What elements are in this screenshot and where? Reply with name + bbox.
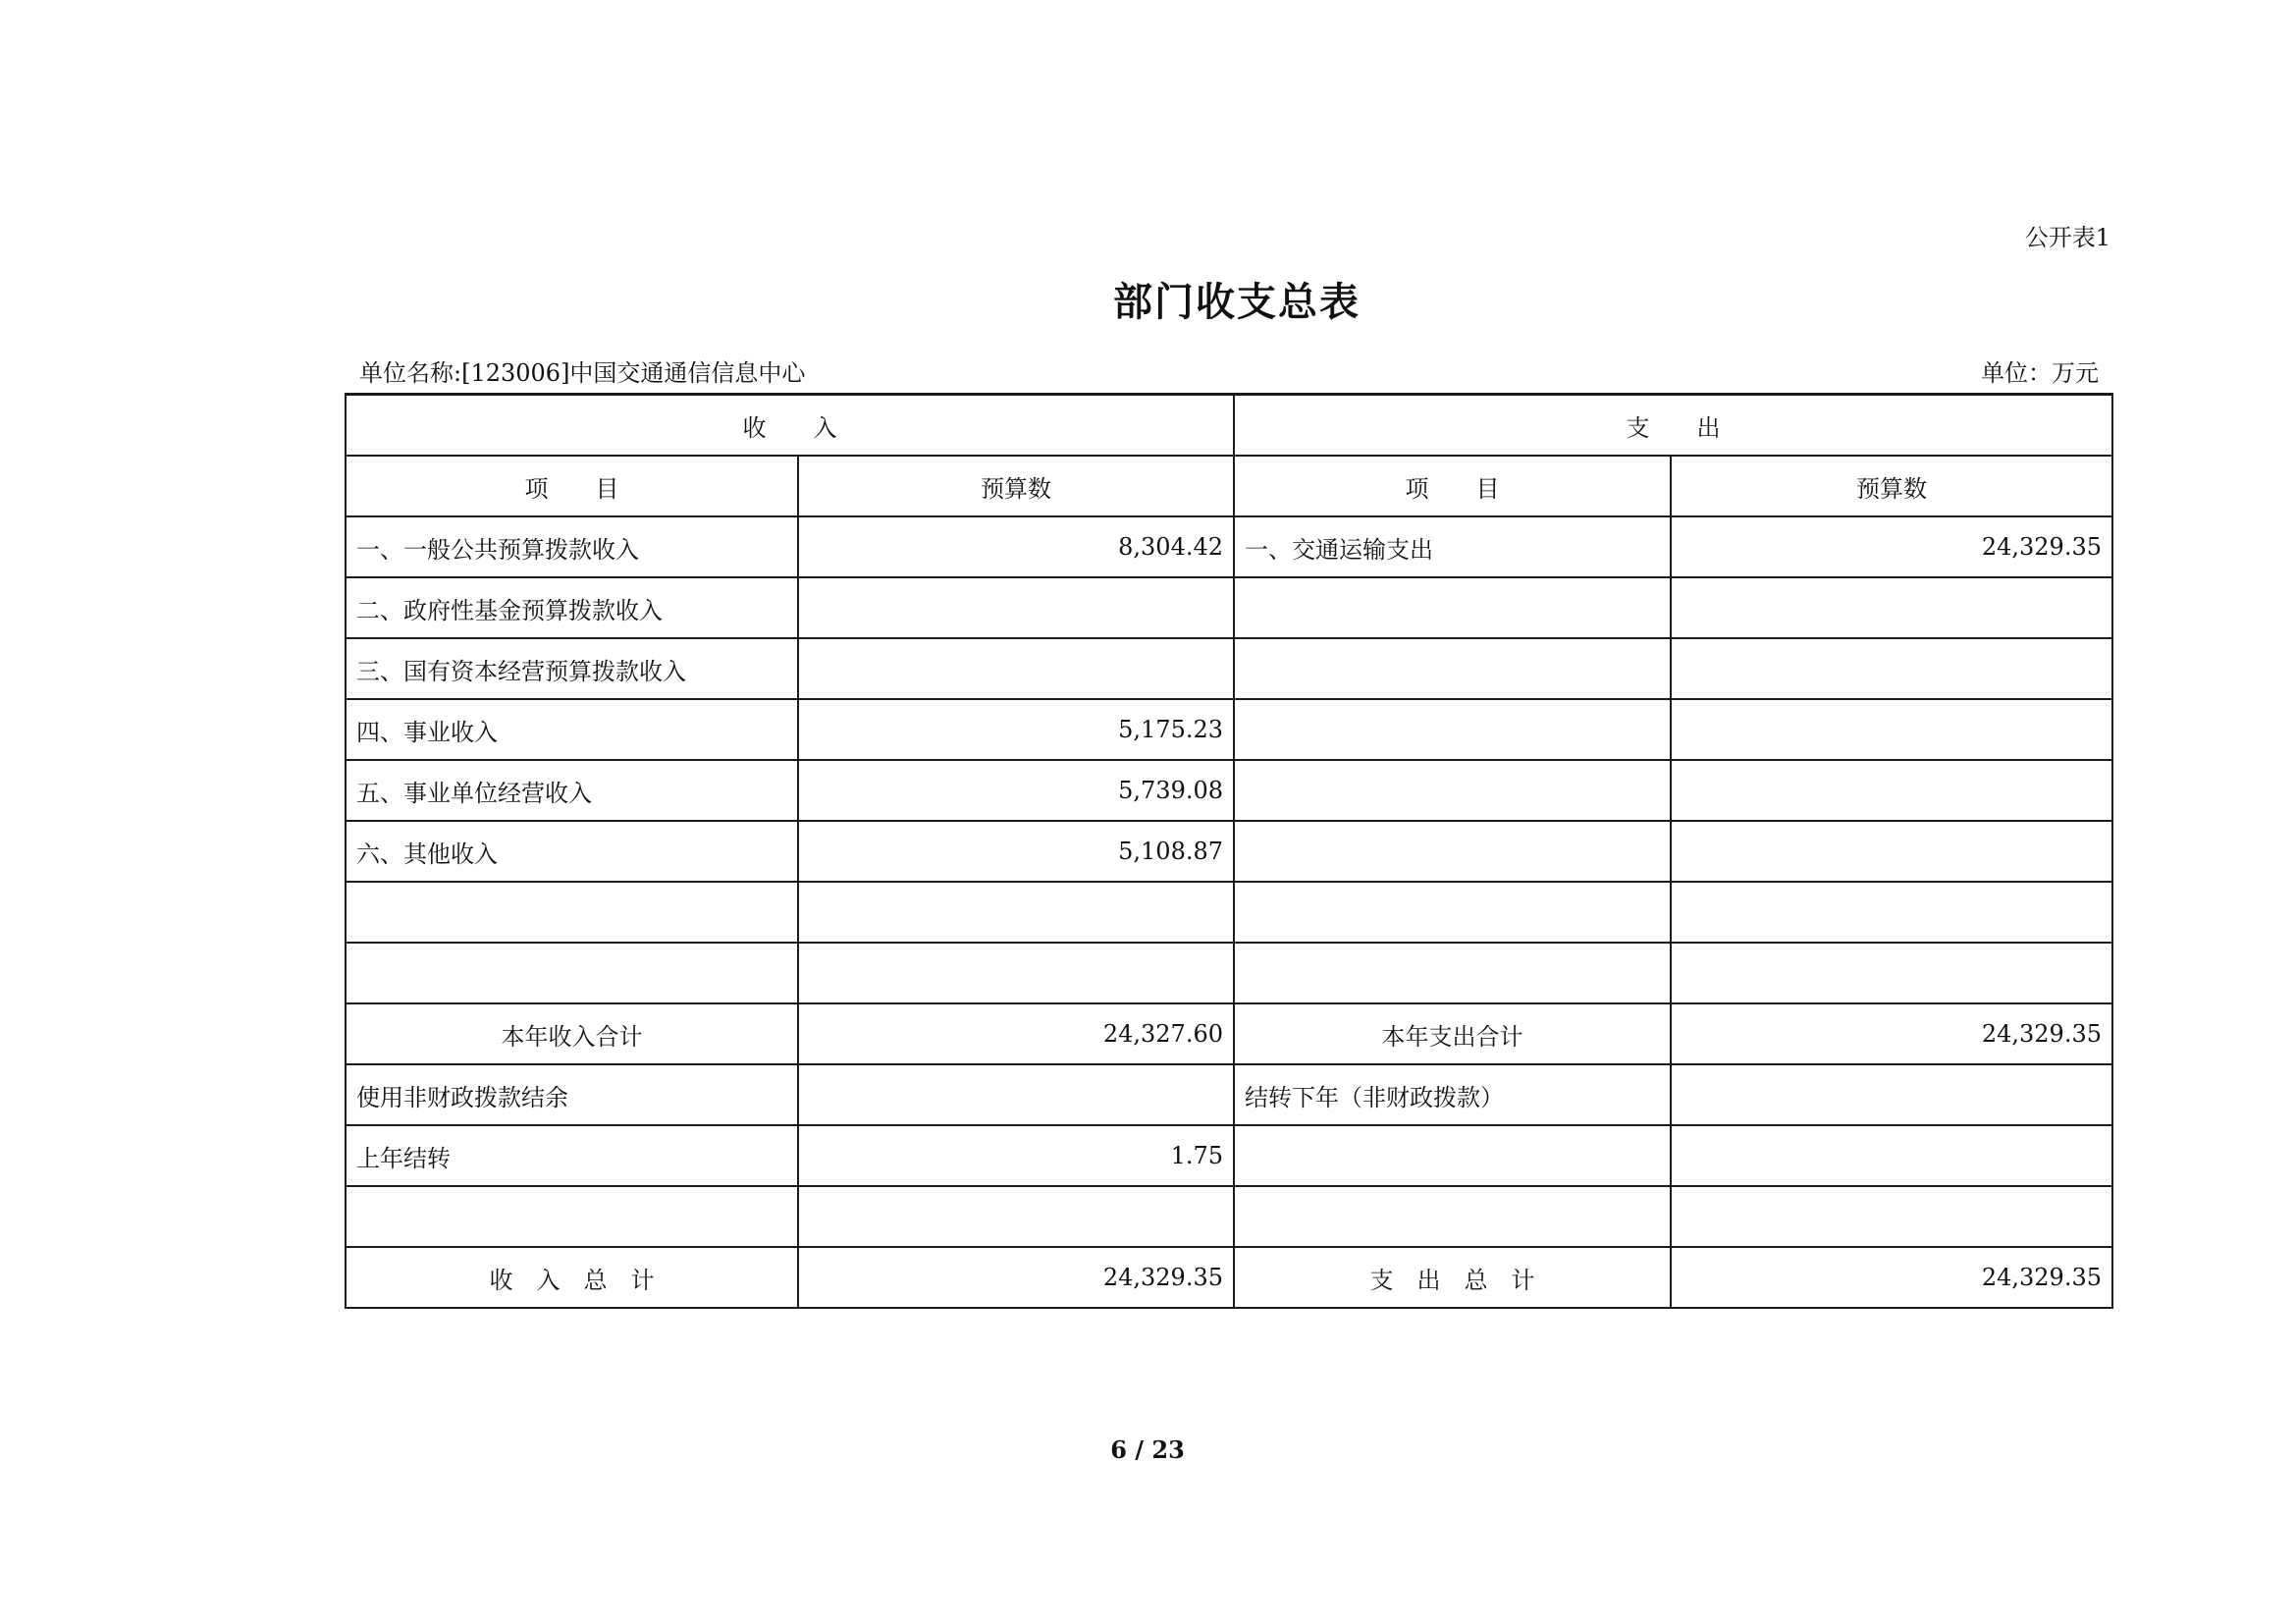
expense-value-cell xyxy=(1671,821,2112,882)
income-item-cell xyxy=(346,1186,798,1247)
expense-item-cell xyxy=(1234,699,1671,760)
expense-value-cell xyxy=(1671,1125,2112,1186)
income-item-cell xyxy=(346,943,798,1003)
expense-value-cell xyxy=(1671,882,2112,943)
income-value-cell: 8,304.42 xyxy=(798,516,1234,577)
income-value-cell xyxy=(798,577,1234,638)
expense-item-cell xyxy=(1234,882,1671,943)
income-value-cell: 5,108.87 xyxy=(798,821,1234,882)
expense-value-cell xyxy=(1671,699,2112,760)
income-value-cell: 5,739.08 xyxy=(798,760,1234,821)
expense-value-cell xyxy=(1671,1064,2112,1125)
table-row xyxy=(346,1125,2112,1186)
expense-item-cell: 一、交通运输支出 xyxy=(1234,516,1671,577)
form-code-label: 公开表1 xyxy=(2024,224,2110,251)
table-row xyxy=(346,882,2112,943)
expense-item-cell xyxy=(1234,943,1671,1003)
income-item-cell: 五、事业单位经营收入 xyxy=(346,760,798,821)
year-expense-total-value: 24,329.35 xyxy=(1671,1003,2112,1064)
table-row xyxy=(346,516,2112,577)
expense-value-cell xyxy=(1671,943,2112,1003)
income-section-header: 收 入 xyxy=(346,395,1234,457)
grand-income-total-label: 收 入 总 计 xyxy=(346,1247,798,1308)
income-item-cell xyxy=(346,882,798,943)
year-income-total-label: 本年收入合计 xyxy=(346,1003,798,1064)
table-row xyxy=(346,1064,2112,1125)
grand-total-row xyxy=(346,1247,2112,1308)
grand-expense-total-label: 支 出 总 计 xyxy=(1234,1247,1671,1308)
income-item-cell: 四、事业收入 xyxy=(346,699,798,760)
grand-income-total-value: 24,329.35 xyxy=(798,1247,1234,1308)
year-expense-total-label: 本年支出合计 xyxy=(1234,1003,1671,1064)
expense-value-cell xyxy=(1671,638,2112,699)
grand-expense-total-value: 24,329.35 xyxy=(1671,1247,2112,1308)
income-item-cell: 上年结转 xyxy=(346,1125,798,1186)
income-item-cell: 二、政府性基金预算拨款收入 xyxy=(346,577,798,638)
income-value-cell: 5,175.23 xyxy=(798,699,1234,760)
expense-value-cell: 24,329.35 xyxy=(1671,516,2112,577)
page-number: 6 / 23 xyxy=(1110,1435,1185,1464)
expense-value-cell xyxy=(1671,760,2112,821)
table-column-header-row xyxy=(346,456,2112,516)
income-item-cell: 使用非财政拨款结余 xyxy=(346,1064,798,1125)
page-title: 部门收支总表 xyxy=(1113,279,1361,325)
expense-value-cell xyxy=(1671,1186,2112,1247)
expense-budget-column-header: 预算数 xyxy=(1671,456,2112,516)
income-item-cell: 一、一般公共预算拨款收入 xyxy=(346,516,798,577)
income-item-column-header: 项 目 xyxy=(346,456,798,516)
income-value-cell xyxy=(798,882,1234,943)
expense-item-cell xyxy=(1234,821,1671,882)
expense-item-cell xyxy=(1234,638,1671,699)
expense-item-cell: 结转下年（非财政拨款） xyxy=(1234,1064,1671,1125)
unit-name-label: 单位名称:[123006]中国交通通信信息中心 xyxy=(359,359,806,387)
year-income-total-value: 24,327.60 xyxy=(798,1003,1234,1064)
income-item-cell: 六、其他收入 xyxy=(346,821,798,882)
table-row xyxy=(346,638,2112,699)
budget-summary-table xyxy=(345,393,2113,1309)
year-total-row xyxy=(346,1003,2112,1064)
table-row xyxy=(346,577,2112,638)
table-row xyxy=(346,699,2112,760)
table-row xyxy=(346,821,2112,882)
table-row xyxy=(346,1186,2112,1247)
table-section-header-row xyxy=(346,395,2112,457)
expense-value-cell xyxy=(1671,577,2112,638)
income-budget-column-header: 预算数 xyxy=(798,456,1234,516)
expense-item-cell xyxy=(1234,760,1671,821)
income-value-cell xyxy=(798,1186,1234,1247)
expense-item-cell xyxy=(1234,1125,1671,1186)
income-value-cell xyxy=(798,1064,1234,1125)
unit-measure-label: 单位：万元 xyxy=(1981,359,2099,387)
table-row xyxy=(346,943,2112,1003)
expense-section-header: 支 出 xyxy=(1234,395,2112,457)
expense-item-cell xyxy=(1234,577,1671,638)
expense-item-column-header: 项 目 xyxy=(1234,456,1671,516)
income-value-cell xyxy=(798,943,1234,1003)
income-value-cell xyxy=(798,638,1234,699)
income-value-cell: 1.75 xyxy=(798,1125,1234,1186)
table-row xyxy=(346,760,2112,821)
expense-item-cell xyxy=(1234,1186,1671,1247)
income-item-cell: 三、国有资本经营预算拨款收入 xyxy=(346,638,798,699)
